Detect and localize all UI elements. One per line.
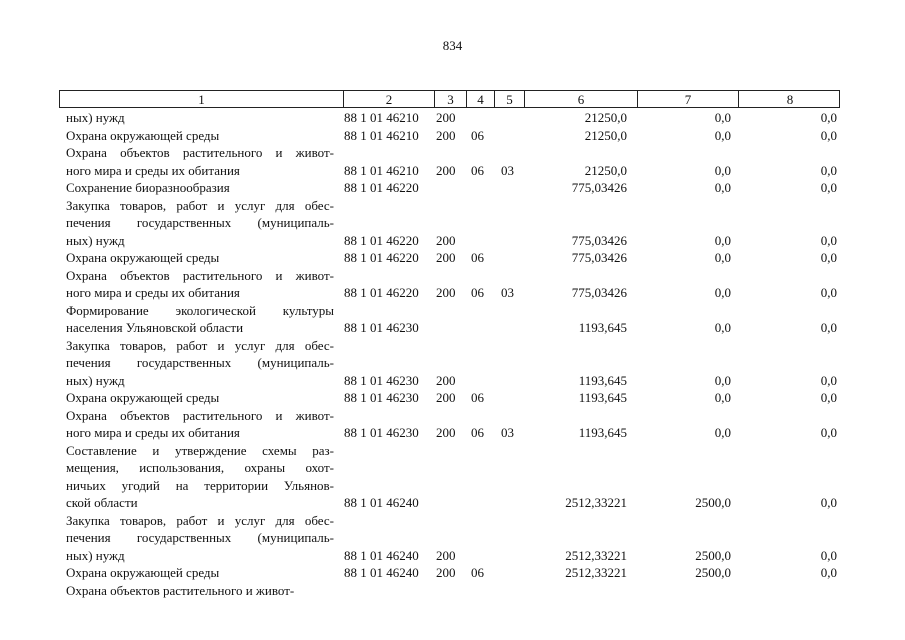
code-cell: 88 1 01 46220 <box>344 232 419 248</box>
header-cell-1: 1 <box>198 92 205 107</box>
value-col7: 0,0 <box>714 250 731 265</box>
table-row <box>0 249 905 267</box>
vr-cell: 200 <box>436 390 456 405</box>
page-number: 834 <box>442 38 463 53</box>
row-label-line: печения государственных (муниципаль- <box>66 530 334 545</box>
value-col7: 0,0 <box>714 425 731 440</box>
table-row <box>0 197 905 250</box>
value-col6: 21250,0 <box>584 162 627 178</box>
value-col8: 0,0 <box>820 390 837 405</box>
value-col7: 0,0 <box>714 390 731 405</box>
code-cell: 88 1 01 46220 <box>344 285 419 300</box>
value-col7: 0,0 <box>714 372 731 388</box>
rz-cell: 06 <box>471 250 484 265</box>
row-label-line: Охрана окружающей среды <box>66 250 220 265</box>
row-label-line: Составление и утверждение схемы раз- <box>66 442 334 458</box>
value-col8: 0,0 <box>820 285 837 300</box>
code-cell: 88 1 01 46240 <box>344 565 419 580</box>
table-row <box>0 127 905 145</box>
value-col7: 2500,0 <box>695 547 731 563</box>
row-label-line: ного мира и среды их обитания <box>66 285 240 300</box>
value-col6: 775,03426 <box>571 232 627 248</box>
value-col7: 0,0 <box>714 180 731 195</box>
value-col6: 1193,645 <box>578 425 627 440</box>
vr-cell: 200 <box>436 110 456 125</box>
row-label-line: ской области <box>66 495 138 510</box>
value-col8: 0,0 <box>820 250 837 265</box>
row-label-line: ного мира и среды их обитания <box>66 162 240 178</box>
header-cell-5: 5 <box>494 91 524 108</box>
pr-cell: 03 <box>501 425 514 440</box>
value-col8: 0,0 <box>820 495 837 510</box>
vr-cell: 200 <box>436 565 456 580</box>
table-row <box>0 109 905 127</box>
code-cell: 88 1 01 46230 <box>344 320 419 335</box>
value-col8: 0,0 <box>820 425 837 440</box>
row-label-line: ных) нужд <box>66 372 125 388</box>
value-col8: 0,0 <box>820 372 837 388</box>
header-cell-2: 2 <box>343 91 434 108</box>
value-col7: 0,0 <box>714 285 731 300</box>
value-col8: 0,0 <box>820 565 837 580</box>
row-label-line: Охрана объектов растительного и живот- <box>66 582 295 598</box>
header-cell-6: 6 <box>524 91 637 108</box>
row-label-line: ных) нужд <box>66 110 125 125</box>
code-cell: 88 1 01 46230 <box>344 372 419 388</box>
table-row <box>0 442 905 512</box>
value-col8: 0,0 <box>820 320 837 335</box>
code-cell: 88 1 01 46230 <box>344 425 419 440</box>
row-label-line: Охрана объектов растительного и живот- <box>66 407 334 423</box>
value-col7: 2500,0 <box>695 495 731 510</box>
vr-cell: 200 <box>436 127 456 143</box>
value-col8: 0,0 <box>820 127 837 143</box>
table-row <box>0 267 905 302</box>
value-col7: 0,0 <box>714 320 731 335</box>
value-col8: 0,0 <box>820 547 837 563</box>
header-cell-7: 7 <box>637 91 738 108</box>
row-label-line: Сохранение биоразнообразия <box>66 180 230 195</box>
table-header <box>59 90 840 108</box>
vr-cell: 200 <box>436 547 456 563</box>
vr-cell: 200 <box>436 372 456 388</box>
code-cell: 88 1 01 46210 <box>344 127 419 143</box>
row-label-line: мещения, использования, охраны охот- <box>66 460 334 475</box>
value-col6: 2512,33221 <box>565 495 627 510</box>
value-col6: 775,03426 <box>571 250 627 265</box>
code-cell: 88 1 01 46230 <box>344 390 419 405</box>
rz-cell: 06 <box>471 127 484 143</box>
row-label-line: населения Ульяновской области <box>66 320 244 335</box>
code-cell: 88 1 01 46220 <box>344 250 419 265</box>
table-row <box>0 407 905 442</box>
row-label-line: Охрана объектов растительного и живот- <box>66 267 334 283</box>
pr-cell: 03 <box>501 162 514 178</box>
value-col6: 21250,0 <box>584 110 627 125</box>
value-col8: 0,0 <box>820 162 837 178</box>
table-row <box>0 302 905 337</box>
rz-cell: 06 <box>471 425 484 440</box>
row-label-line: Закупка товаров, работ и услуг для обес- <box>66 512 334 528</box>
code-cell: 88 1 01 46220 <box>344 180 419 195</box>
row-label-line: Охрана окружающей среды <box>66 127 220 143</box>
table-row <box>0 389 905 407</box>
vr-cell: 200 <box>436 232 456 248</box>
row-label-line: Охрана окружающей среды <box>66 390 220 405</box>
row-label-line: ных) нужд <box>66 232 125 248</box>
row-label-line: Охрана объектов растительного и живот- <box>66 145 334 160</box>
value-col8: 0,0 <box>820 110 837 125</box>
vr-cell: 200 <box>436 285 456 300</box>
value-col8: 0,0 <box>820 232 837 248</box>
value-col7: 0,0 <box>714 127 731 143</box>
value-col6: 21250,0 <box>584 127 627 143</box>
value-col6: 1193,645 <box>578 390 627 405</box>
header-cell-3: 3 <box>434 91 466 108</box>
value-col7: 2500,0 <box>695 565 731 580</box>
value-col6: 1193,645 <box>578 372 627 388</box>
vr-cell: 200 <box>436 425 456 440</box>
row-label-line: Охрана окружающей среды <box>66 565 220 580</box>
value-col6: 2512,33221 <box>565 547 627 563</box>
table-body <box>0 109 905 599</box>
code-cell: 88 1 01 46210 <box>344 162 419 178</box>
row-label-line: Закупка товаров, работ и услуг для обес- <box>66 197 334 213</box>
code-cell: 88 1 01 46240 <box>344 547 419 563</box>
row-label-line: Формирование экологической культуры <box>66 302 334 318</box>
code-cell: 88 1 01 46210 <box>344 110 419 125</box>
rz-cell: 06 <box>471 390 484 405</box>
header-cell-4: 4 <box>466 91 494 108</box>
code-cell: 88 1 01 46240 <box>344 495 419 510</box>
table-row <box>0 512 905 565</box>
value-col8: 0,0 <box>820 180 837 195</box>
rz-cell: 06 <box>471 565 484 580</box>
value-col6: 775,03426 <box>571 285 627 300</box>
value-col6: 775,03426 <box>571 180 627 195</box>
value-col7: 0,0 <box>714 162 731 178</box>
row-label-line: печения государственных (муниципаль- <box>66 215 334 230</box>
value-col7: 0,0 <box>714 110 731 125</box>
value-col7: 0,0 <box>714 232 731 248</box>
vr-cell: 200 <box>436 162 456 178</box>
rz-cell: 06 <box>471 162 484 178</box>
header-cell-8: 8 <box>738 91 841 108</box>
rz-cell: 06 <box>471 285 484 300</box>
table-row <box>0 337 905 390</box>
table-row <box>0 144 905 179</box>
table-row <box>0 582 905 600</box>
pr-cell: 03 <box>501 285 514 300</box>
row-label-line: печения государственных (муниципаль- <box>66 355 334 370</box>
value-col6: 2512,33221 <box>565 565 627 580</box>
row-label-line: ных) нужд <box>66 547 125 563</box>
row-label-line: ничьих угодий на территории Ульянов- <box>66 477 334 493</box>
table-row <box>0 564 905 582</box>
row-label-line: ного мира и среды их обитания <box>66 425 240 440</box>
value-col6: 1193,645 <box>578 320 627 335</box>
row-label-line: Закупка товаров, работ и услуг для обес- <box>66 337 334 353</box>
vr-cell: 200 <box>436 250 456 265</box>
table-row <box>0 179 905 197</box>
